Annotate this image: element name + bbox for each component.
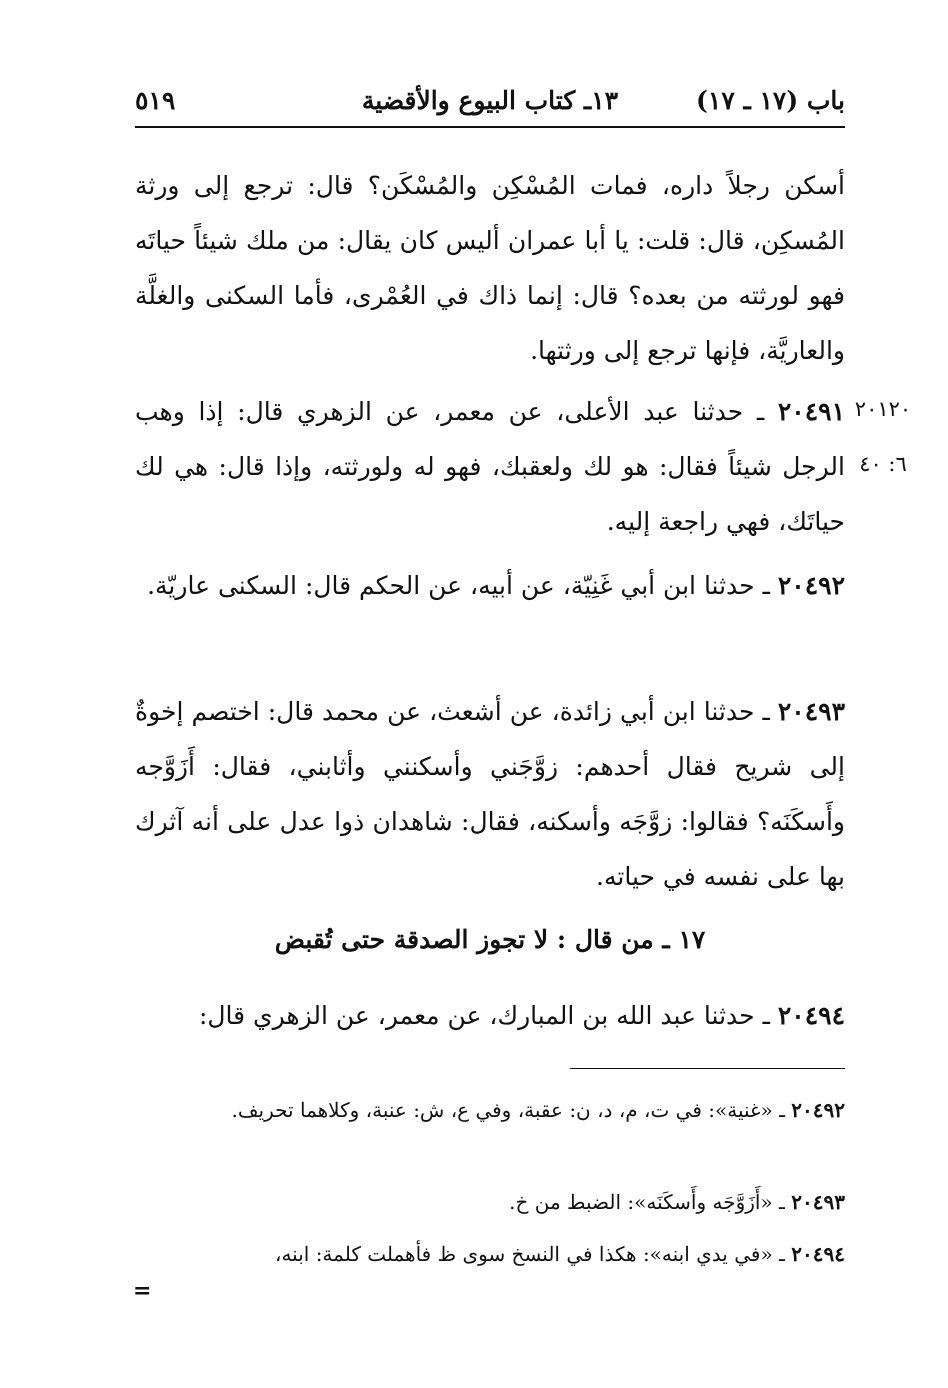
running-header bbox=[135, 80, 845, 124]
margin-reference-1: ٢٠١٢٠ bbox=[854, 397, 912, 421]
hadith-20493 bbox=[135, 684, 845, 904]
intro-paragraph: أسكن رجلاً داره، فمات المُسْكِن والمُسْكَن؟ قال: ترجع إلى ورثة المُسكِن، قال: قلت: يا أبا عمران أليس كان يقال: من ملك شيئاً حياتَه فهو لورثته من بعده؟ قال: إنما ذاك في العُمْرى، فأما السكنى والغلَّة والعاريَّة، فإنها ترجع إلى ورثتها. bbox=[135, 171, 845, 365]
section-title-text: لا تجوز الصدقة حتى تُقبض bbox=[274, 925, 549, 954]
footnote-number: ٢٠٤٩٢ bbox=[791, 1098, 845, 1122]
hadith-20491 bbox=[135, 384, 845, 549]
hadith-number: ٢٠٤٩١ bbox=[777, 397, 845, 426]
hadith-text: ـ حدثنا عبد الأعلى، عن معمر، عن الزهري قال: إذا وهب الرجل شيئاً فقال: هو لك ولعقبك، فهو له ولورثته، وإذا قال: هي لك حياتَك، فهي راجعة إليه. bbox=[135, 397, 845, 536]
continuation-mark: = bbox=[133, 1278, 152, 1304]
footnote-text: ـ «أَزَوَّجَه وأَسكَنَه»: الضبط من خ. bbox=[509, 1190, 792, 1214]
hadith-number: ٢٠٤٩٢ bbox=[777, 571, 845, 600]
footnote-text: ـ «في يدي ابنه»: هكذا في النسخ سوى ظ فأهملت كلمة: ابنه، bbox=[275, 1242, 792, 1266]
footnote-20493 bbox=[135, 1180, 845, 1224]
margin-reference-2: ٦: ٤٠ bbox=[859, 452, 907, 476]
hadith-number: ٢٠٤٩٣ bbox=[777, 697, 845, 726]
hadith-number: ٢٠٤٩٤ bbox=[777, 1001, 845, 1030]
footnote-divider bbox=[570, 1068, 845, 1069]
hadith-text: ـ حدثنا ابن أبي زائدة، عن أشعث، عن محمد قال: اختصم إخوةٌ إلى شريح فقال أحدهم: زوَّجَني وأسكنني وأثابني، فقال: أَزَوَّجه وأَسكَنَه؟ فقالوا: زوَّجَه وأسكنه، فقال: شاهدان ذوا عدل على أنه آثرك بها على نفسه في حياته. bbox=[135, 697, 845, 891]
hadith-20494 bbox=[135, 988, 845, 1043]
footnote-20494 bbox=[135, 1232, 845, 1276]
hadith-text: ـ حدثنا عبد الله بن المبارك، عن معمر، عن الزهري قال: bbox=[198, 1001, 778, 1030]
hadith-20492 bbox=[135, 558, 845, 613]
footnote-text: ـ «غنية»: في ت، م، د، ن: عقبة، وفي ع، ش: عنبة، وكلاهما تحريف. bbox=[231, 1098, 792, 1122]
footnote-number: ٢٠٤٩٤ bbox=[791, 1242, 845, 1266]
footnote-20492 bbox=[135, 1088, 845, 1132]
hadith-text: ـ حدثنا ابن أبي غَنِيّة، عن أبيه، عن الحكم قال: السكنى عاريّة. bbox=[147, 571, 778, 600]
section-heading bbox=[135, 918, 845, 962]
footnote-number: ٢٠٤٩٣ bbox=[791, 1190, 845, 1214]
section-prefix: ـ من قال : bbox=[548, 925, 679, 954]
section-number: ١٧ bbox=[678, 925, 706, 954]
header-chapter: باب (١٧ ـ ١٧) bbox=[696, 86, 845, 115]
page-number: ٥١٩ bbox=[135, 86, 176, 115]
header-divider bbox=[135, 126, 845, 128]
header-book-title: ١٣ـ كتاب البيوع والأقضية bbox=[361, 86, 619, 115]
